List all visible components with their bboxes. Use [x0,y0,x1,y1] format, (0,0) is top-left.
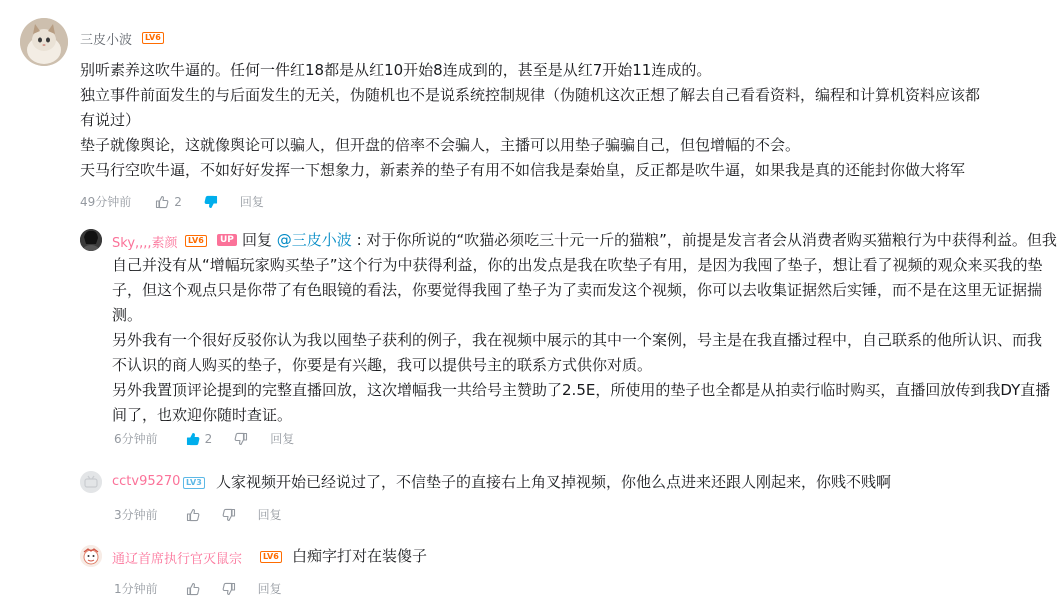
comment-meta [114,430,294,447]
comment-line: 别听素养这吹牛逼的。任何一件红18都是从红10开始8连成到的，甚至是从红7开始11连成的。 [80,61,712,79]
thumbs-down-icon [222,508,236,522]
comment-text [242,228,1057,253]
timestamp: 3分钟前 [114,508,158,522]
thumbs-down-icon [234,432,248,446]
reply-button[interactable]: 回复 [270,432,295,446]
comment-line: 子，但这个观点只是你带了有色眼镜的看法，你要觉得我囤了垫子为了卖而发这个视频，你可以去收集证据然后实锤，而不是在这里无证据揣 [112,281,1043,299]
up-badge: UP [217,234,237,246]
comment-line: 不认识的商人购买的垫子，你要是有兴趣，我可以提供号主的联系方式供你对质。 [112,356,653,374]
thumbs-up-icon [186,432,200,446]
comment-line: 垫子就像舆论，这就像舆论可以骗人，但开盘的倍率不会骗人，主播可以用垫子骗骗自己，但包增幅的不会。 [80,136,801,154]
comment-line: 自己并没有从“增幅玩家购买垫子”这个行为中获得利益，你的出发点是我在吹垫子有用，是因为我囤了垫子，想让看了视频的观众来买我的垫 [112,256,1043,274]
reply-button[interactable]: 回复 [257,508,282,522]
like-button[interactable] [186,432,213,446]
dislike-button[interactable] [222,508,236,522]
cartoon-avatar-icon [80,545,102,567]
thumbs-up-icon [186,508,200,522]
dislike-button[interactable] [234,432,248,446]
thumbs-down-icon [204,195,218,209]
level-badge: LV3 [183,477,205,489]
user-avatar-icon [80,229,102,251]
tv-avatar-icon [80,471,102,493]
like-button[interactable] [186,508,200,522]
comment-line: 另外我置顶评论提到的完整直播回放，这次增幅我一共给号主赞助了2.5E，所使用的垫子也全都是从拍卖行临时购买，直播回放传到我DY直播 [112,381,1051,399]
avatar[interactable] [80,229,102,251]
comment-text: 白痴字打对在装傻子 [292,547,428,565]
thumbs-up-icon [155,195,169,209]
avatar[interactable] [80,471,102,493]
reply-button[interactable]: 回复 [257,582,282,596]
timestamp: 49分钟前 [80,195,132,209]
comment-line: 间了，也欢迎你随时查证。 [112,406,293,424]
thumbs-up-icon [186,582,200,596]
like-button[interactable] [186,582,200,596]
level-badge: LV6 [142,32,164,44]
comment-meta [114,506,282,523]
mention-link[interactable]: @三皮小波 [276,231,352,249]
comment-meta [114,580,282,597]
username[interactable]: cctv95270 [112,474,181,489]
comment-line: : 对于你所说的“吹猫必须吃三十元一斤的猫粮”，前提是发言者会从消费者购买猫粮行为中获得利益。但我 [351,231,1057,249]
comment-line: 另外我有一个很好反驳你认为我以囤垫子获利的例子，我在视频中展示的其中一个案例，号主是在我直播过程中，自己联系的他所认识、而我 [112,331,1043,349]
comment-text-continued [112,253,1050,428]
timestamp: 6分钟前 [114,432,158,446]
comment-line: 有说过） [80,111,141,129]
like-button[interactable] [155,195,182,209]
thumbs-down-icon [222,582,236,596]
dislike-button[interactable] [204,195,218,209]
level-badge: LV6 [260,551,282,563]
comment-text [80,58,980,183]
username[interactable]: 三皮小波 [80,33,133,48]
avatar[interactable] [80,545,102,567]
like-count: 2 [174,194,182,209]
username[interactable]: 通辽首席执行官灭鼠宗 [112,552,243,567]
comment-line: 独立事件前面发生的与后面发生的无关，伪随机也不是说系统控制规律（伪随机这次正想了解去自己看看资料，编程和计算机资料应该都 [80,86,981,104]
reply-prefix: 回复 [242,231,277,249]
avatar[interactable] [20,18,68,66]
cat-avatar-icon [20,18,68,66]
reply-button[interactable]: 回复 [239,195,264,209]
comment-text: 人家视频开始已经说过了，不信垫子的直接右上角叉掉视频，你他么点进来还跟人刚起来，你贱不贱啊 [216,473,892,491]
comment-line: 测。 [112,306,143,324]
comment-line: 天马行空吹牛逼，不如好好发挥一下想象力，新素养的垫子有用不如信我是秦始皇，反正都是吹牛逼，如果我是真的还能封你做大将军 [80,161,966,179]
comment-meta [80,193,264,210]
like-count: 2 [204,431,213,446]
username[interactable]: Sky,,,,素颜 [112,236,178,251]
level-badge: LV6 [185,235,207,247]
timestamp: 1分钟前 [114,582,158,596]
dislike-button[interactable] [222,582,236,596]
